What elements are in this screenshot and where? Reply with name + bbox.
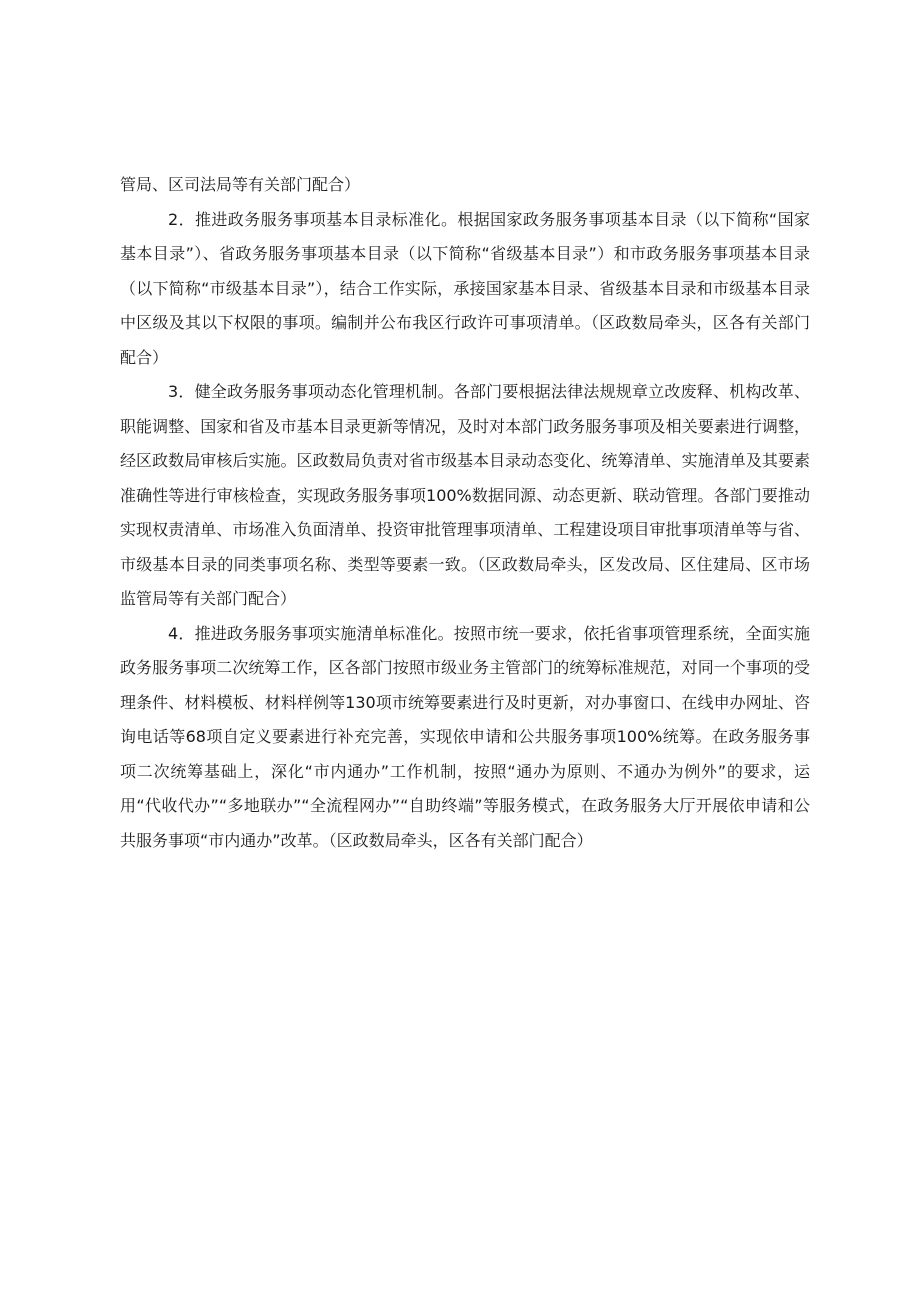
document-body	[120, 168, 810, 858]
paragraph-2: 2．推进政务服务事项基本目录标准化。根据国家政务服务事项基本目录（以下简称“国家基本目录”）、省政务服务事项基本目录（以下简称“省级基本目录”）和市政务服务事项基本目录（以下简称“市级基本目录”），结合工作实际，承接国家基本目录、省级基本目录和市级基本目录中区级及其以下权限的事项。编制并公布我区行政许可事项清单。（区政数局牵头，区各有关部门配合）	[120, 209, 810, 367]
paragraph-3: 3．健全政务服务事项动态化管理机制。各部门要根据法律法规规章立改废释、机构改革、职能调整、国家和省及市基本目录更新等情况，及时对本部门政务服务事项及相关要素进行调整，经区政数局审核后实施。区政数局负责对省市级基本目录动态变化、统筹清单、实施清单及其要素准确性等进行审核检查，实现政务服务事项100%数据同源、动态更新、联动管理。各部门要推动实现权责清单、市场准入负面清单、投资审批管理事项清单、工程建设项目审批事项清单等与省、市级基本目录的同类事项名称、类型等要素一致。（区政数局牵头，区发改局、区住建局、区市场监管局等有关部门配合）	[120, 382, 810, 608]
paragraph-1: 管局、区司法局等有关部门配合）	[120, 175, 361, 194]
paragraph-4: 4．推进政务服务事项实施清单标准化。按照市统一要求，依托省事项管理系统，全面实施政务服务事项二次统筹工作，区各部门按照市级业务主管部门的统筹标准规范，对同一个事项的受理条件、材料模板、材料样例等130项市统筹要素进行及时更新，对办事窗口、在线申办网址、咨询电话等68项自定义要素进行补充完善，实现依申请和公共服务事项100%统筹。在政务服务事项二次统筹基础上，深化“市内通办”工作机制，按照“通办为原则、不通办为例外”的要求，运用“代收代办”“多地联办”“全流程网办”“自助终端”等服务模式，在政务服务大厅开展依申请和公共服务事项“市内通办”改革。（区政数局牵头，区各有关部门配合）	[120, 623, 810, 850]
